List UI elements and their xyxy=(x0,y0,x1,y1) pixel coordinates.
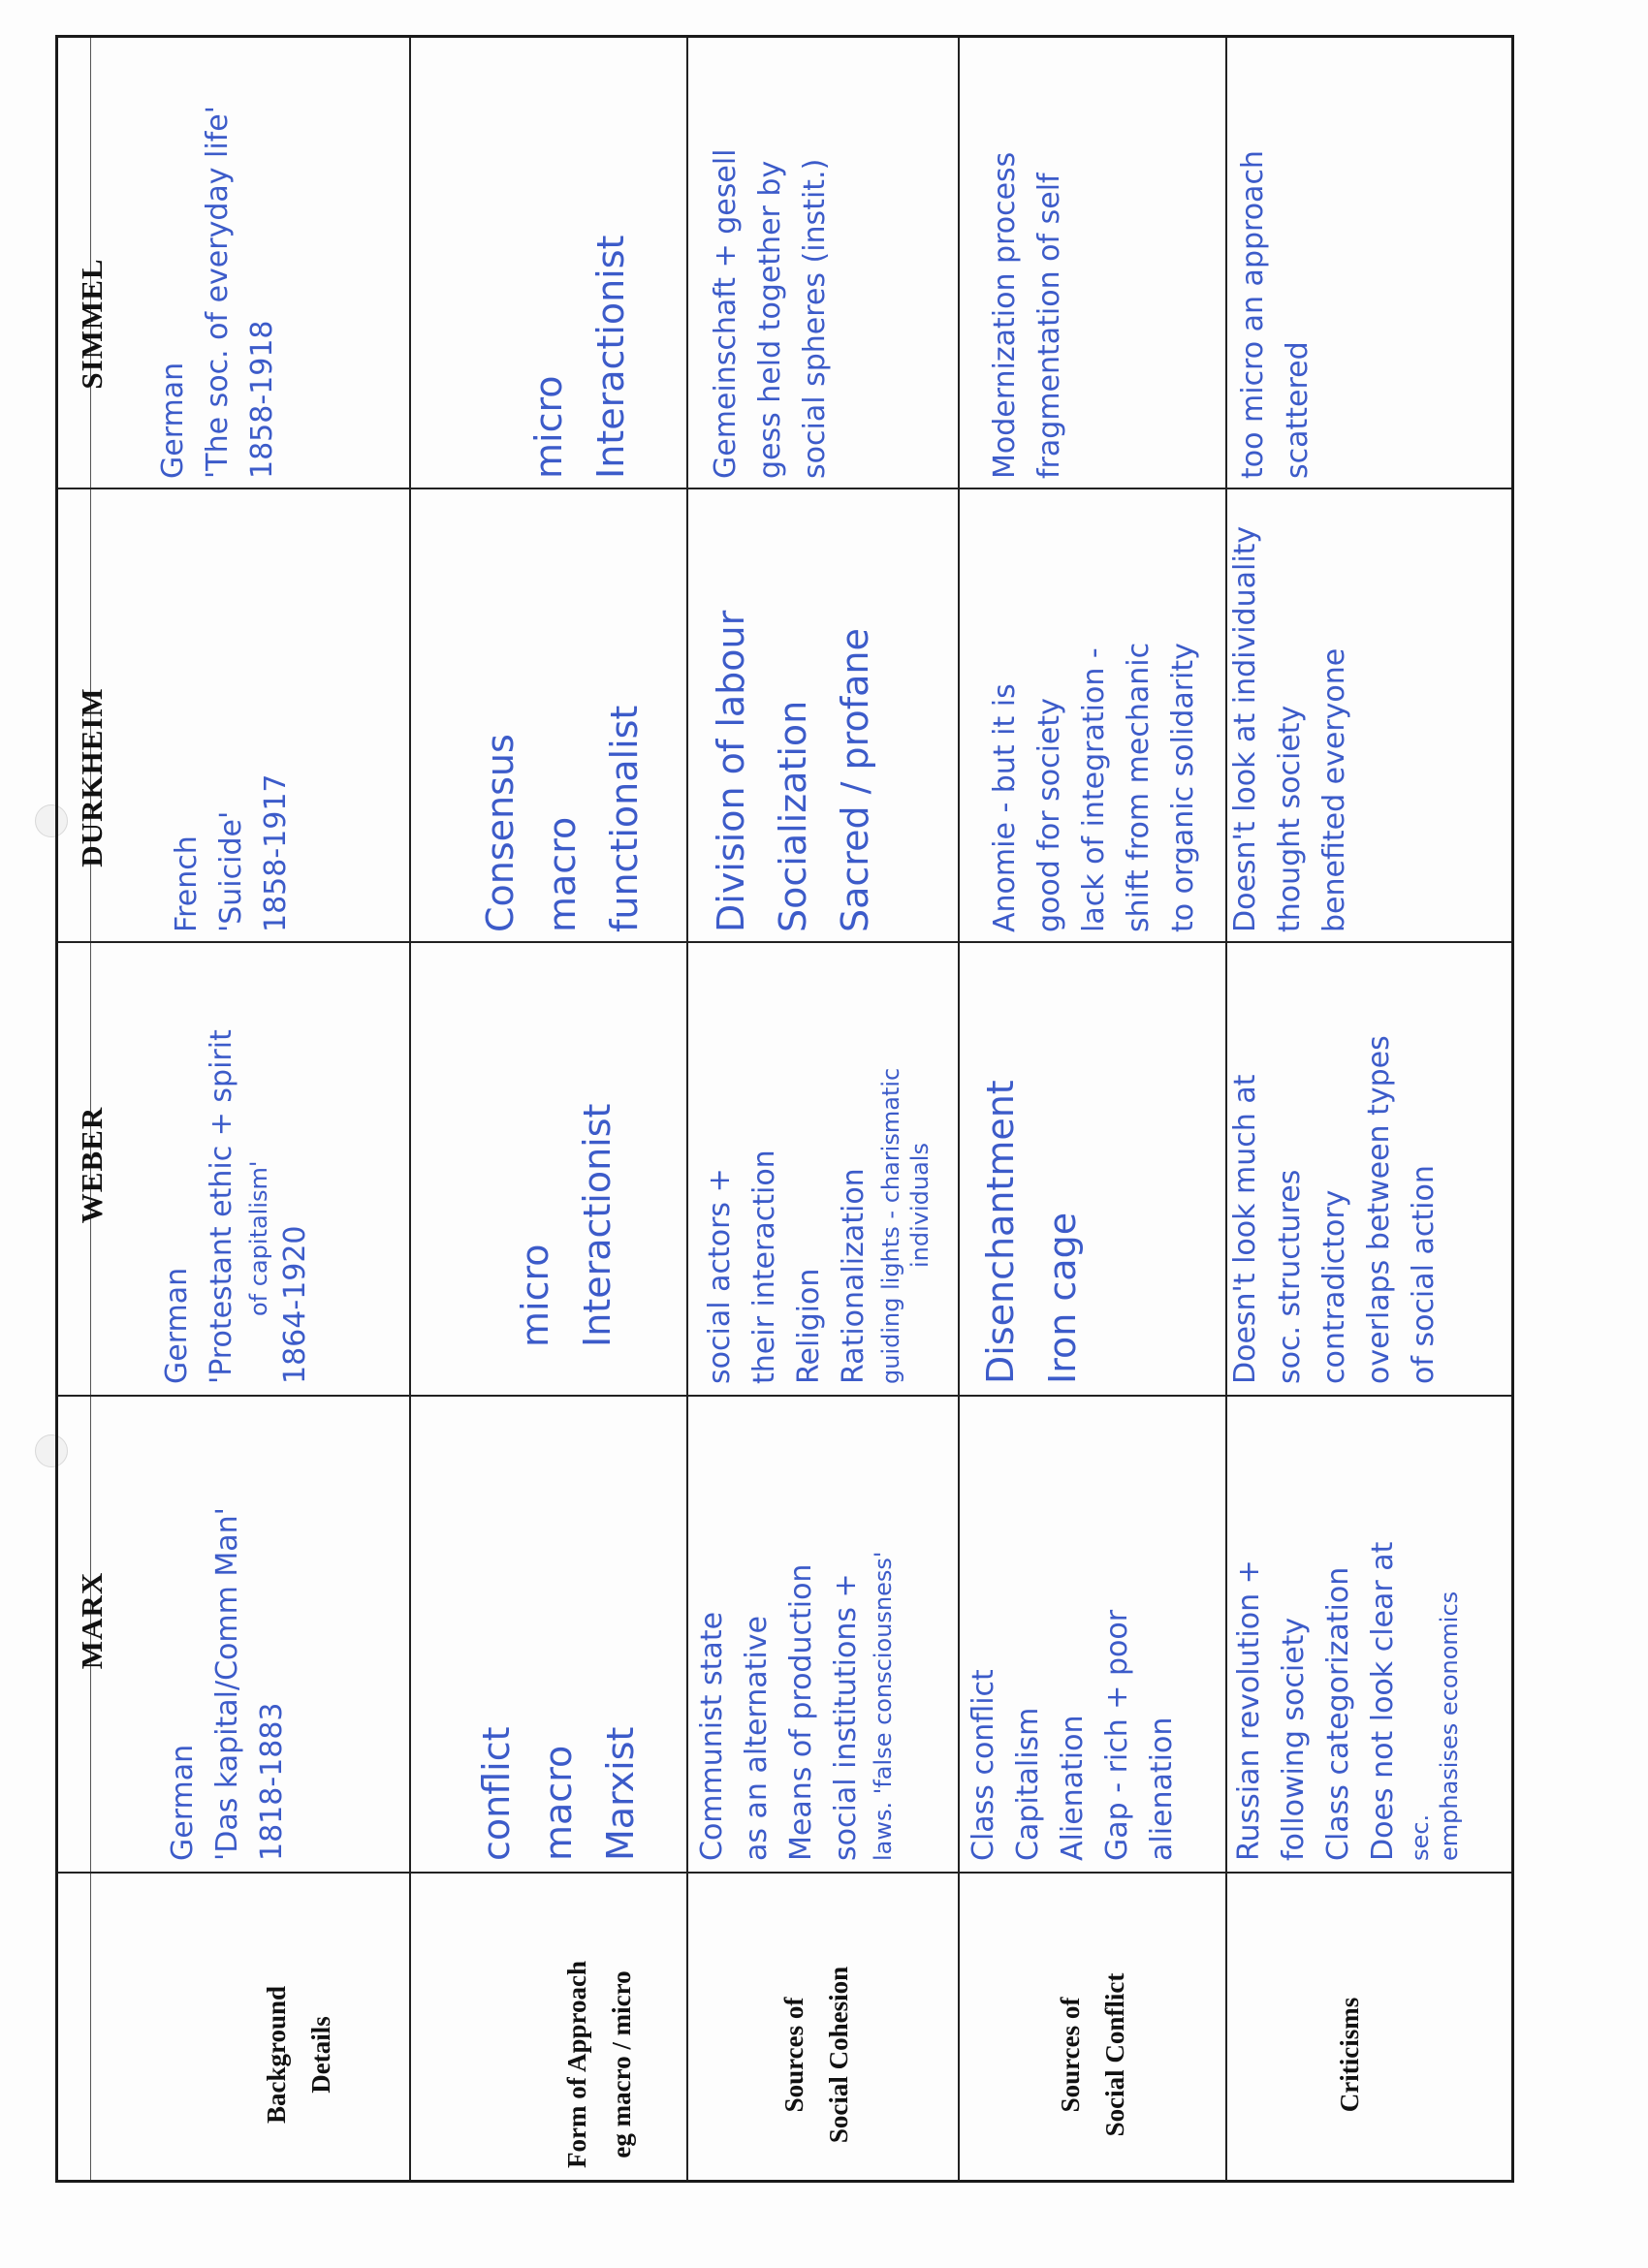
cell-weber-background: German 'Protestant ethic + spirit of capitalism' 1864-1920 xyxy=(160,1029,312,1384)
cell-durkheim-conflict: Anomie - but it is good for society lack of integration - shift from mechanic to organic solidarity xyxy=(988,642,1200,932)
header-marx: MARX xyxy=(75,1571,109,1670)
header-weber: WEBER xyxy=(75,1106,109,1224)
row-label-conflict: Sources of Social Conflict xyxy=(1056,1972,1129,2137)
row-label-cohesion: Sources of Social Cohesion xyxy=(779,1966,853,2144)
header-simmel: SIMMEL xyxy=(75,258,109,390)
cell-simmel-cohesion: Gemeinschaft + gesell gess held together by social spheres (instit.) xyxy=(709,148,832,479)
cell-simmel-criticisms: too micro an approach scattered xyxy=(1236,150,1315,479)
cell-weber-approach: micro Interactionist xyxy=(514,1103,618,1347)
cell-weber-cohesion: social actors + their interaction Religion Rationalization guiding lights - charismatic individuals xyxy=(703,1067,934,1384)
cell-marx-conflict: Class conflict Capitalism Alienation Gap - rich + poor alienation xyxy=(967,1609,1179,1861)
cell-simmel-background: German 'The soc. of everyday life' 1858-1918 xyxy=(156,106,279,479)
cell-durkheim-criticisms: Doesn't look at individuality thought society benefited everyone xyxy=(1228,525,1351,932)
cell-durkheim-approach: Consensus macro functionalist xyxy=(479,705,646,932)
cell-marx-cohesion: Communist state as an alternative Means of production social institutions + laws. 'false consciousness' xyxy=(695,1551,897,1861)
cell-weber-conflict: Disenchantment Iron cage xyxy=(979,1080,1084,1384)
row-label-background: Background Details xyxy=(262,1985,335,2125)
cell-marx-approach: conflict macro Marxist xyxy=(475,1726,642,1861)
cell-durkheim-cohesion: Division of labour Socialization Sacred / profane xyxy=(710,610,876,932)
cell-durkheim-background: French 'Suicide' 1858-1917 xyxy=(170,773,293,932)
cell-simmel-approach: micro Interactionist xyxy=(527,235,632,479)
cell-marx-criticisms: Russian revolution + following society Class categorization Does not look clear at sec. emphasises economics xyxy=(1232,1541,1463,1861)
row-label-approach: Form of Approach eg macro / micro xyxy=(562,1961,636,2168)
header-durkheim: DURKHEIM xyxy=(75,687,109,867)
cell-weber-criticisms: Doesn't look much at soc. structures contradictory overlaps between types of social action xyxy=(1228,1035,1441,1384)
cell-marx-background: German 'Das kapital/Comm Man' 1818-1883 xyxy=(166,1507,289,1861)
row-label-criticisms: Criticisms xyxy=(1335,1997,1364,2113)
cell-simmel-conflict: Modernization process fragmentation of self xyxy=(988,151,1066,479)
